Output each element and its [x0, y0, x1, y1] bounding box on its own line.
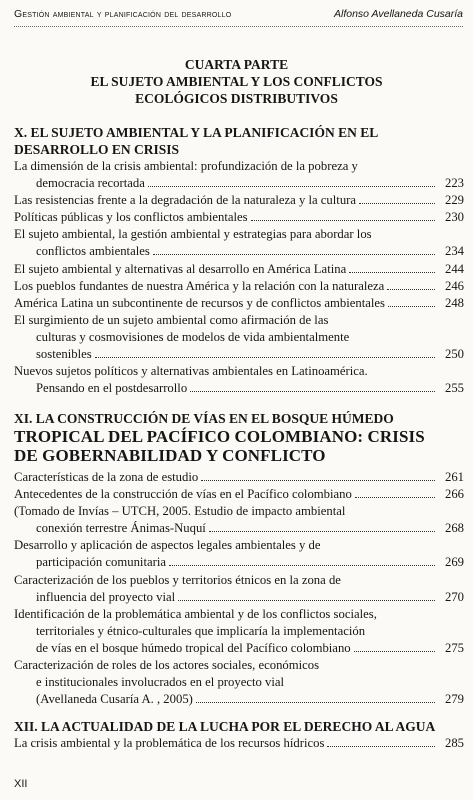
dot-leader	[327, 735, 435, 747]
toc-entry-text: influencia del proyecto vial	[36, 589, 176, 604]
toc-entry-line	[14, 469, 464, 486]
part-title-line-2: ECOLÓGICOS DISTRIBUTIVOS	[135, 91, 338, 106]
chapter-title-line: DE GOBERNABILIDAD Y CONFLICTO	[14, 446, 326, 465]
dot-leader	[209, 521, 435, 533]
toc-entry-text: Caracterización de los pueblos y territorios étnicos en la zona de	[14, 572, 341, 587]
toc-entry-line	[14, 520, 464, 537]
dot-leader	[153, 244, 435, 256]
toc-entry-text: El surgimiento de un sujeto ambiental como afirmación de las	[14, 312, 329, 327]
toc-entry-line	[14, 278, 464, 295]
toc-entry	[14, 572, 464, 606]
toc-entry-text: Nuevos sujetos políticos y alternativas ambientales en Latinoamérica.	[14, 364, 368, 379]
toc-page-number: 223	[444, 176, 464, 191]
running-header	[14, 8, 463, 27]
toc-page-number: 230	[444, 210, 464, 225]
dot-leader	[387, 278, 435, 290]
toc-entry	[14, 735, 464, 752]
toc-entry-line	[14, 295, 464, 312]
toc-page-number: 279	[444, 692, 464, 707]
dot-leader	[359, 192, 435, 204]
dot-leader	[201, 469, 435, 481]
toc-page-number: 244	[444, 261, 464, 276]
toc-entry-text: La crisis ambiental y la problemática de los recursos hídricos	[14, 736, 325, 750]
part-label: CUARTA PARTE	[184, 57, 289, 72]
toc-entry	[14, 192, 464, 209]
toc-entry-line	[14, 503, 464, 520]
toc-entry-line	[14, 537, 464, 554]
toc-entry-text: de vías en el bosque húmedo tropical del Pacífico colombiano	[36, 640, 351, 655]
chapter-xi-entries	[14, 469, 464, 708]
toc-entry-line	[14, 623, 464, 640]
toc-entry	[14, 226, 464, 260]
toc-entry	[14, 278, 464, 295]
toc-entry-text: culturas y cosmovisiones de modelos de vida ambientalmente	[36, 329, 350, 344]
dot-leader	[169, 555, 435, 567]
toc-entry-line	[14, 329, 464, 346]
toc-entry-line	[14, 363, 464, 380]
toc-entry-text: territoriales y étnico-culturales que implicaría la implementación	[36, 623, 366, 638]
toc-entry-text: Las resistencias frente a la degradación de la naturaleza y la cultura	[14, 193, 357, 208]
toc-entry	[14, 363, 464, 397]
toc-entry-text: (Tomado de Invías – UTCH, 2005. Estudio de impacto ambiental	[14, 504, 346, 519]
toc-entry-text: Identificación de la problemática ambiental y de los conflictos sociales,	[14, 606, 377, 621]
dot-leader	[251, 210, 435, 222]
toc-entry	[14, 486, 464, 503]
toc-entry-line	[14, 735, 464, 752]
toc-entry	[14, 503, 464, 537]
toc-entry	[14, 158, 464, 192]
part-title-line-1: EL SUJETO AMBIENTAL Y LOS CONFLICTOS	[90, 74, 383, 89]
page-folio: XII	[14, 778, 28, 790]
chapter-xii-entries	[14, 735, 464, 752]
toc-entry-line	[14, 226, 464, 243]
toc-page-number: 275	[444, 640, 464, 655]
dot-leader	[190, 380, 435, 392]
toc-entry-line	[14, 606, 464, 623]
running-header-title: Gestión ambiental y planificación del desarrollo	[14, 8, 232, 20]
toc-entry-text: Antecedentes de la construcción de vías en el Pacífico colombiano	[14, 487, 352, 502]
toc-entry-line	[14, 243, 464, 260]
toc-entry-text: conflictos ambientales	[36, 244, 150, 259]
toc-entry-text: participación comunitaria	[36, 555, 166, 570]
toc-entry-text: El sujeto ambiental y alternativas al desarrollo en América Latina	[14, 261, 347, 276]
toc-entry-text: Caracterización de roles de los actores sociales, económicos	[14, 658, 320, 673]
toc-entry	[14, 209, 464, 226]
toc-entry-line	[14, 572, 464, 589]
toc-entry	[14, 312, 464, 363]
toc-entry	[14, 261, 464, 278]
toc-entry-line	[14, 312, 464, 329]
toc-entry-line	[14, 346, 464, 363]
toc-entry	[14, 537, 464, 571]
toc-entry-text: La dimensión de la crisis ambiental: profundización de la pobreza y	[14, 159, 358, 173]
toc-page-number: 246	[444, 278, 464, 293]
chapter-title-line: X. EL SUJETO AMBIENTAL Y LA PLANIFICACIÓN EN EL	[14, 125, 379, 140]
toc-entry-line	[14, 554, 464, 571]
toc-entry-line	[14, 261, 464, 278]
toc-entry	[14, 295, 464, 312]
toc-page-number: 269	[444, 555, 464, 570]
toc-entry-text: conexión terrestre Ánimas-Nuquí	[36, 521, 206, 536]
chapter-x-entries	[14, 158, 464, 397]
toc-entry-line	[14, 158, 464, 175]
toc-page-number: 261	[444, 470, 464, 484]
chapter-title-line: DESARROLLO EN CRISIS	[14, 142, 180, 157]
dot-leader	[349, 261, 435, 273]
toc-entry	[14, 606, 464, 657]
toc-entry-line	[14, 209, 464, 226]
toc-page-number: 250	[444, 347, 464, 362]
toc-entry-line	[14, 192, 464, 209]
toc-entry-line	[14, 691, 464, 708]
toc-entry-text: Pensando en el postdesarrollo	[36, 381, 188, 396]
dot-leader	[95, 346, 435, 358]
toc-entry-text: (Avellaneda Cusaría A. , 2005)	[36, 692, 193, 707]
toc-entry-text: Los pueblos fundantes de nuestra América y la relación con la naturaleza	[14, 278, 385, 293]
dot-leader	[388, 295, 435, 307]
toc-entry-text: sostenibles	[36, 347, 92, 362]
toc-entry-text: Políticas públicas y los conflictos ambientales	[14, 210, 248, 225]
toc-entry	[14, 469, 464, 486]
toc-entry-line	[14, 640, 464, 657]
toc-entry-line	[14, 380, 464, 397]
chapter-title-line: XII. LA ACTUALIDAD DE LA LUCHA POR EL DERECHO AL AGUA	[14, 719, 436, 734]
dot-leader	[196, 691, 435, 703]
running-header-author: Alfonso Avellaneda Cusaría	[334, 8, 463, 20]
toc-entry-line	[14, 175, 464, 192]
toc-entry-line	[14, 674, 464, 691]
toc-page-number: 255	[444, 381, 464, 396]
chapter-title-line: TROPICAL DEL PACÍFICO COLOMBIANO: CRISIS	[14, 427, 425, 446]
toc-page-number: 268	[444, 521, 464, 536]
toc-entry-text: América Latina un subcontinente de recursos y de conflictos ambientales	[14, 295, 385, 310]
toc-entry-text: democracia recortada	[36, 176, 145, 191]
toc-page-number: 234	[444, 244, 464, 259]
part-heading	[0, 56, 473, 107]
toc-page-number: 229	[444, 193, 464, 208]
chapter-xii-title	[14, 718, 464, 735]
toc-page-number: 285	[444, 736, 464, 750]
chapter-title-line: XI. LA CONSTRUCCIÓN DE VÍAS EN EL BOSQUE HÚMEDO	[14, 411, 394, 426]
toc-page-number: 248	[444, 295, 464, 310]
toc-entry-text: e institucionales involucrados en el proyecto vial	[36, 675, 285, 690]
toc-page-number: 270	[444, 589, 464, 604]
toc-entry-text: El sujeto ambiental, la gestión ambiental y estrategias para abordar los	[14, 227, 372, 242]
toc-entry-line	[14, 486, 464, 503]
toc-entry-text: Características de la zona de estudio	[14, 470, 199, 484]
dot-leader	[148, 175, 435, 187]
dot-leader	[355, 486, 435, 498]
dot-leader	[354, 640, 435, 652]
toc-entry	[14, 657, 464, 708]
toc-entry-line	[14, 657, 464, 674]
chapter-x-title	[14, 124, 464, 158]
dot-leader	[178, 589, 435, 601]
chapter-xi-title	[14, 410, 464, 465]
toc-entry-line	[14, 589, 464, 606]
toc-page-number: 266	[444, 487, 464, 502]
toc-entry-text: Desarrollo y aplicación de aspectos legales ambientales y de	[14, 538, 321, 553]
